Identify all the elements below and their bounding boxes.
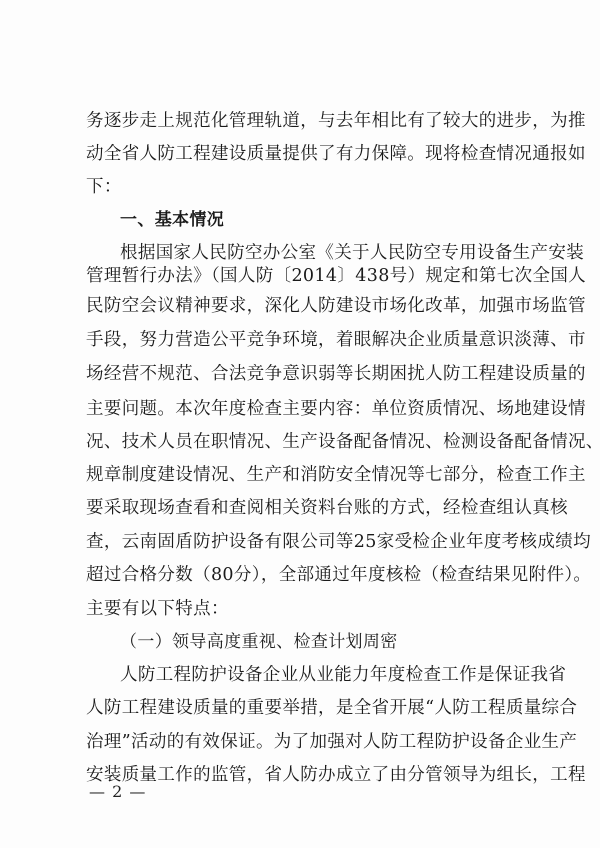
body-text-line: 超过合格分数（80分），全部通过年度核检（检查结果见附件）。 xyxy=(86,565,592,585)
body-text-line: 动全省人防工程建设质量提供了有力保障。现将检查情况通报如 xyxy=(86,144,586,164)
body-text-line: 安装质量工作的监管，省人防办成立了由分管领导为组长，工程 xyxy=(86,765,586,785)
body-text-line: 务逐步走上规范化管理轨道，与去年相比有了较大的进步，为推 xyxy=(86,111,586,131)
section-heading: 一、基本情况 xyxy=(120,210,225,230)
body-text-line: 治理”活动的有效保证。为了加强对人防工程防护设备企业生产 xyxy=(86,732,578,752)
body-text-line: 场经营不规范、合法竞争意识弱等长期困扰人防工程建设质量的 xyxy=(86,364,586,384)
page-number: — 2 — xyxy=(89,782,147,801)
body-text-line: 查，云南固盾防护设备有限公司等25家受检企业年度考核成绩均 xyxy=(86,532,591,552)
body-text-line: 主要有以下特点： xyxy=(86,599,229,619)
subsection-heading: （一）领导高度重视、检查计划周密 xyxy=(120,632,398,652)
body-text-line: 规章制度建设情况、生产和消防安全情况等七部分，检查工作主 xyxy=(86,465,586,485)
body-text-line: 管理暂行办法》（国人防〔2014〕438号）规定和第七次全国人 xyxy=(86,266,587,286)
body-text-line: 人防工程建设质量的重要举措，是全省开展“人防工程质量综合 xyxy=(86,698,578,718)
body-text-line: 手段，努力营造公平竞争环境，着眼解决企业质量意识淡薄、市 xyxy=(86,330,586,350)
body-text-line: 况、技术人员在职情况、生产设备配备情况、检测设备配备情况、 xyxy=(86,432,604,452)
body-text-line: 要采取现场查看和查阅相关资料台账的方式，经检查组认真核 xyxy=(86,498,568,518)
body-text-line: 民防空会议精神要求，深化人防建设市场化改革，加强市场监管 xyxy=(86,296,586,316)
body-text-line: 下： xyxy=(86,177,122,197)
paragraph-first-line: 人防工程防护设备企业从业能力年度检查工作是保证我省 xyxy=(120,665,567,685)
paragraph-first-line: 根据国家人民防空办公室《关于人民防空专用设备生产安装 xyxy=(120,243,585,263)
body-text-line: 主要问题。本次年度检查主要内容：单位资质情况、场地建设情 xyxy=(86,399,586,419)
